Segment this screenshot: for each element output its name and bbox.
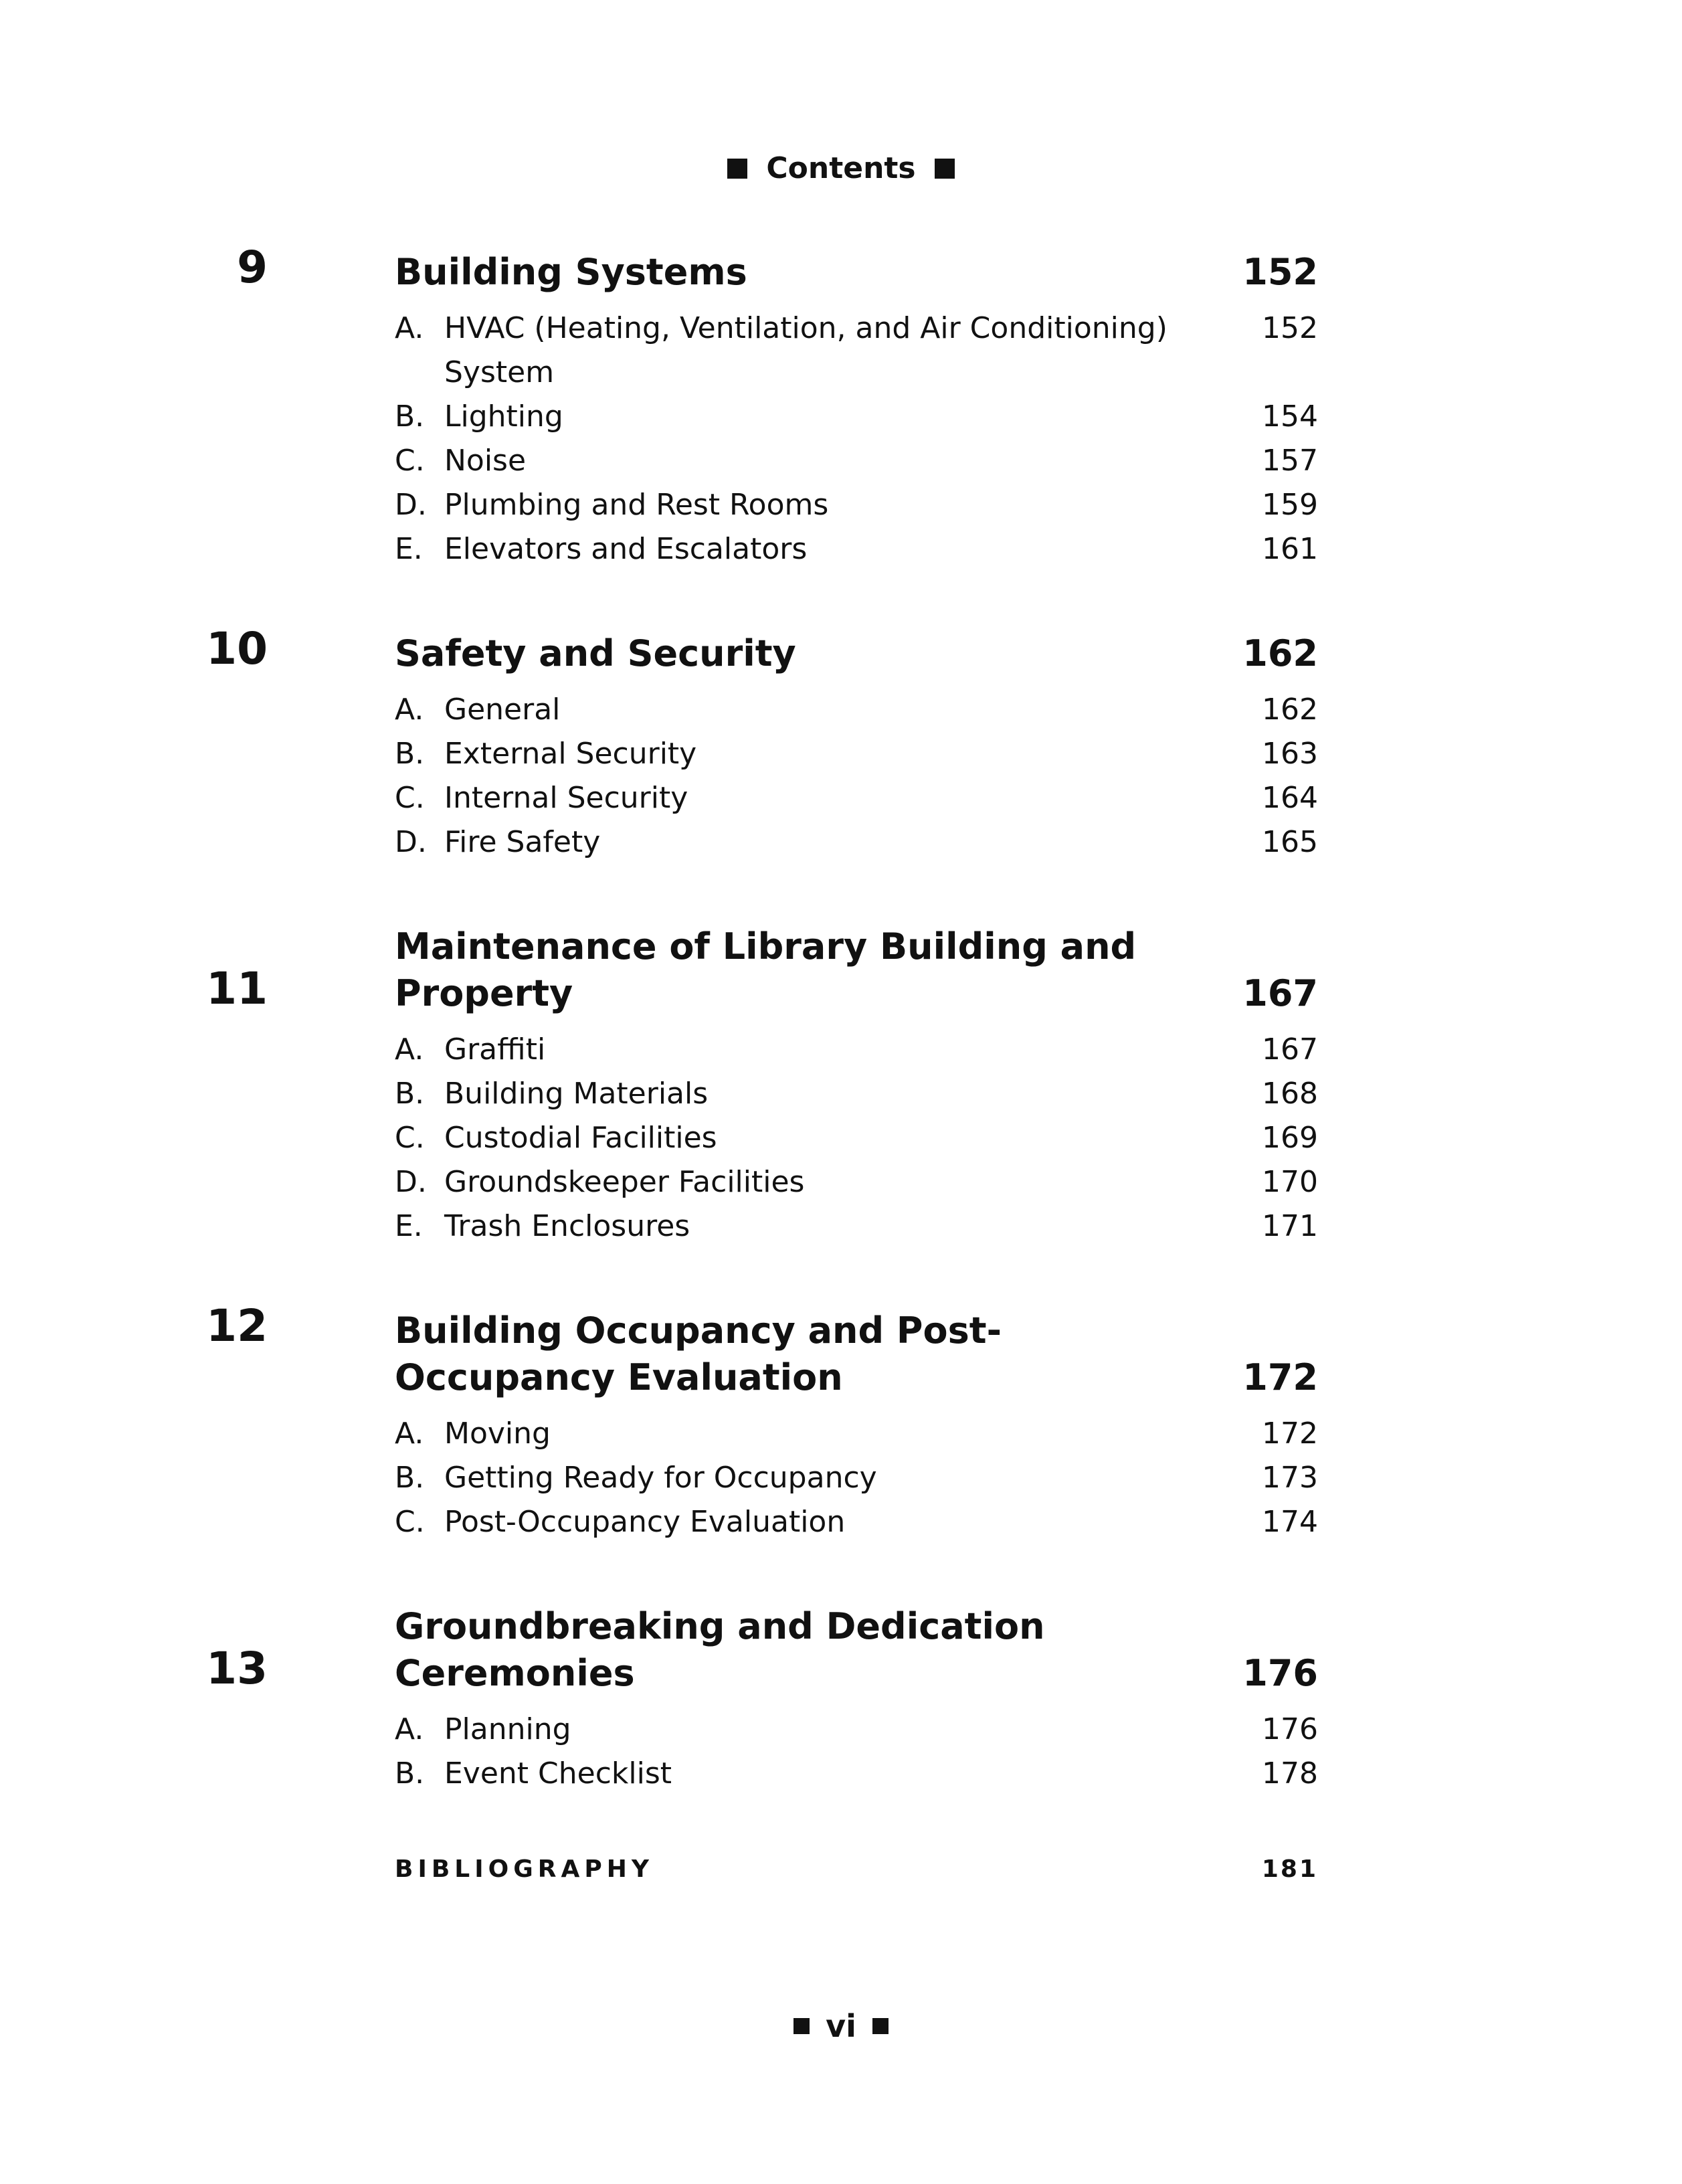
section-entry: [395, 1752, 1318, 1796]
chapter-title: Safety and Security: [395, 632, 796, 674]
section-letter: A.: [395, 311, 424, 345]
section-page-number: 168: [1262, 1077, 1318, 1111]
section-title: Graffiti: [444, 1032, 546, 1067]
chapter-title: Building Systems: [395, 251, 747, 293]
section-title: Groundskeeper Facilities: [444, 1165, 805, 1199]
section-title: Lighting: [444, 399, 563, 434]
section-letter: C.: [395, 781, 425, 815]
section-letter: C.: [395, 1121, 425, 1155]
section-entry: [395, 439, 1318, 483]
chapter-page-number: 167: [1242, 972, 1318, 1014]
section-page-number: 152: [1262, 311, 1318, 345]
section-letter: E.: [395, 1209, 423, 1243]
section-entry: [395, 1160, 1318, 1204]
section-page-number: 154: [1262, 399, 1318, 434]
chapter-13: [206, 1603, 1318, 1796]
section-list: [300, 688, 1318, 864]
section-page-number: 172: [1262, 1417, 1318, 1451]
section-letter: B.: [395, 737, 425, 771]
section-title: Moving: [444, 1417, 551, 1451]
section-list: [300, 1708, 1318, 1796]
square-bullet-icon: [793, 2018, 810, 2034]
section-title: External Security: [444, 737, 697, 771]
section-title: Custodial Facilities: [444, 1121, 717, 1155]
section-entry: [395, 1028, 1318, 1072]
chapter-number: 11: [206, 963, 268, 1014]
table-of-contents: [206, 242, 1318, 1890]
section-letter: A.: [395, 1032, 424, 1067]
section-title: Noise: [444, 444, 527, 478]
section-letter: B.: [395, 1077, 425, 1111]
square-bullet-icon: [727, 159, 747, 179]
section-title: General: [444, 693, 561, 727]
bibliography-entry: [395, 1849, 1318, 1890]
chapter-heading: [206, 623, 1318, 677]
section-page-number: 169: [1262, 1121, 1318, 1155]
section-entry: [395, 820, 1318, 864]
running-head: [0, 149, 1682, 189]
chapter-11: [206, 923, 1318, 1249]
section-entry: [395, 1116, 1318, 1160]
chapter-title: Building Occupancy and Post-Occupancy Evaluation: [395, 1309, 1002, 1398]
page-folio: [0, 2006, 1682, 2046]
section-page-number: 170: [1262, 1165, 1318, 1199]
chapter-page-number: 172: [1242, 1356, 1318, 1398]
section-page-number: 173: [1262, 1461, 1318, 1495]
chapter-number: 13: [206, 1643, 268, 1694]
section-entry: [395, 1456, 1318, 1500]
bibliography-title: BIBLIOGRAPHY: [395, 1855, 654, 1883]
section-list: [300, 1028, 1318, 1249]
section-title: Trash Enclosures: [444, 1209, 690, 1243]
section-list: [300, 306, 1318, 571]
section-page-number: 163: [1262, 737, 1318, 771]
section-entry: [395, 1500, 1318, 1544]
section-entry: [395, 395, 1318, 439]
section-page-number: 176: [1262, 1712, 1318, 1746]
section-letter: A.: [395, 1417, 424, 1451]
section-title: Fire Safety: [444, 825, 601, 859]
chapter-12: [206, 1300, 1318, 1544]
chapter-number: 10: [206, 623, 268, 674]
section-title: HVAC (Heating, Ventilation, and Air Conditioning) System: [444, 311, 1167, 389]
chapter-heading: [206, 1603, 1318, 1697]
running-head-title: Contents: [766, 151, 916, 185]
section-entry: [395, 732, 1318, 776]
section-page-number: 161: [1262, 532, 1318, 566]
section-letter: C.: [395, 444, 425, 478]
section-page-number: 174: [1262, 1505, 1318, 1539]
section-letter: B.: [395, 1756, 425, 1791]
chapter-heading: [237, 242, 1318, 296]
section-title: Planning: [444, 1712, 571, 1746]
section-letter: D.: [395, 1165, 427, 1199]
section-title: Event Checklist: [444, 1756, 672, 1791]
section-letter: A.: [395, 693, 424, 727]
section-title: Post-Occupancy Evaluation: [444, 1505, 846, 1539]
section-letter: A.: [395, 1712, 424, 1746]
section-letter: D.: [395, 488, 427, 522]
square-bullet-icon: [872, 2018, 889, 2034]
section-entry: [395, 527, 1318, 571]
section-page-number: 165: [1262, 825, 1318, 859]
folio-page-number: vi: [826, 2008, 856, 2044]
section-page-number: 159: [1262, 488, 1318, 522]
chapter-heading: [206, 1300, 1318, 1401]
section-entry: [395, 688, 1318, 732]
chapter-number: 12: [206, 1300, 268, 1352]
chapter-number: 9: [237, 242, 268, 293]
section-entry: [395, 1412, 1318, 1456]
section-page-number: 162: [1262, 693, 1318, 727]
section-letter: C.: [395, 1505, 425, 1539]
chapter-10: [206, 623, 1318, 864]
chapter-heading: [206, 923, 1318, 1017]
section-list: [300, 1412, 1318, 1544]
section-title: Internal Security: [444, 781, 688, 815]
section-entry: [395, 1708, 1318, 1752]
section-page-number: 164: [1262, 781, 1318, 815]
chapter-page-number: 176: [1242, 1652, 1318, 1694]
section-title: Plumbing and Rest Rooms: [444, 488, 829, 522]
chapter-title: Maintenance of Library Building and Property: [395, 925, 1137, 1014]
chapter-title: Groundbreaking and Dedication Ceremonies: [395, 1605, 1045, 1694]
section-entry: [395, 1204, 1318, 1249]
chapter-9: [237, 242, 1318, 571]
bibliography-page-number: 181: [1261, 1855, 1318, 1883]
section-entry: [395, 306, 1318, 395]
section-title: Building Materials: [444, 1077, 709, 1111]
section-entry: [395, 1072, 1318, 1116]
section-page-number: 171: [1262, 1209, 1318, 1243]
section-entry: [395, 776, 1318, 820]
section-title: Getting Ready for Occupancy: [444, 1461, 877, 1495]
section-letter: B.: [395, 399, 425, 434]
chapter-page-number: 162: [1242, 632, 1318, 674]
square-bullet-icon: [935, 159, 955, 179]
section-page-number: 178: [1262, 1756, 1318, 1791]
section-entry: [395, 483, 1318, 527]
section-letter: D.: [395, 825, 427, 859]
section-page-number: 167: [1262, 1032, 1318, 1067]
chapter-page-number: 152: [1242, 251, 1318, 293]
section-letter: E.: [395, 532, 423, 566]
section-page-number: 157: [1262, 444, 1318, 478]
section-title: Elevators and Escalators: [444, 532, 808, 566]
section-letter: B.: [395, 1461, 425, 1495]
